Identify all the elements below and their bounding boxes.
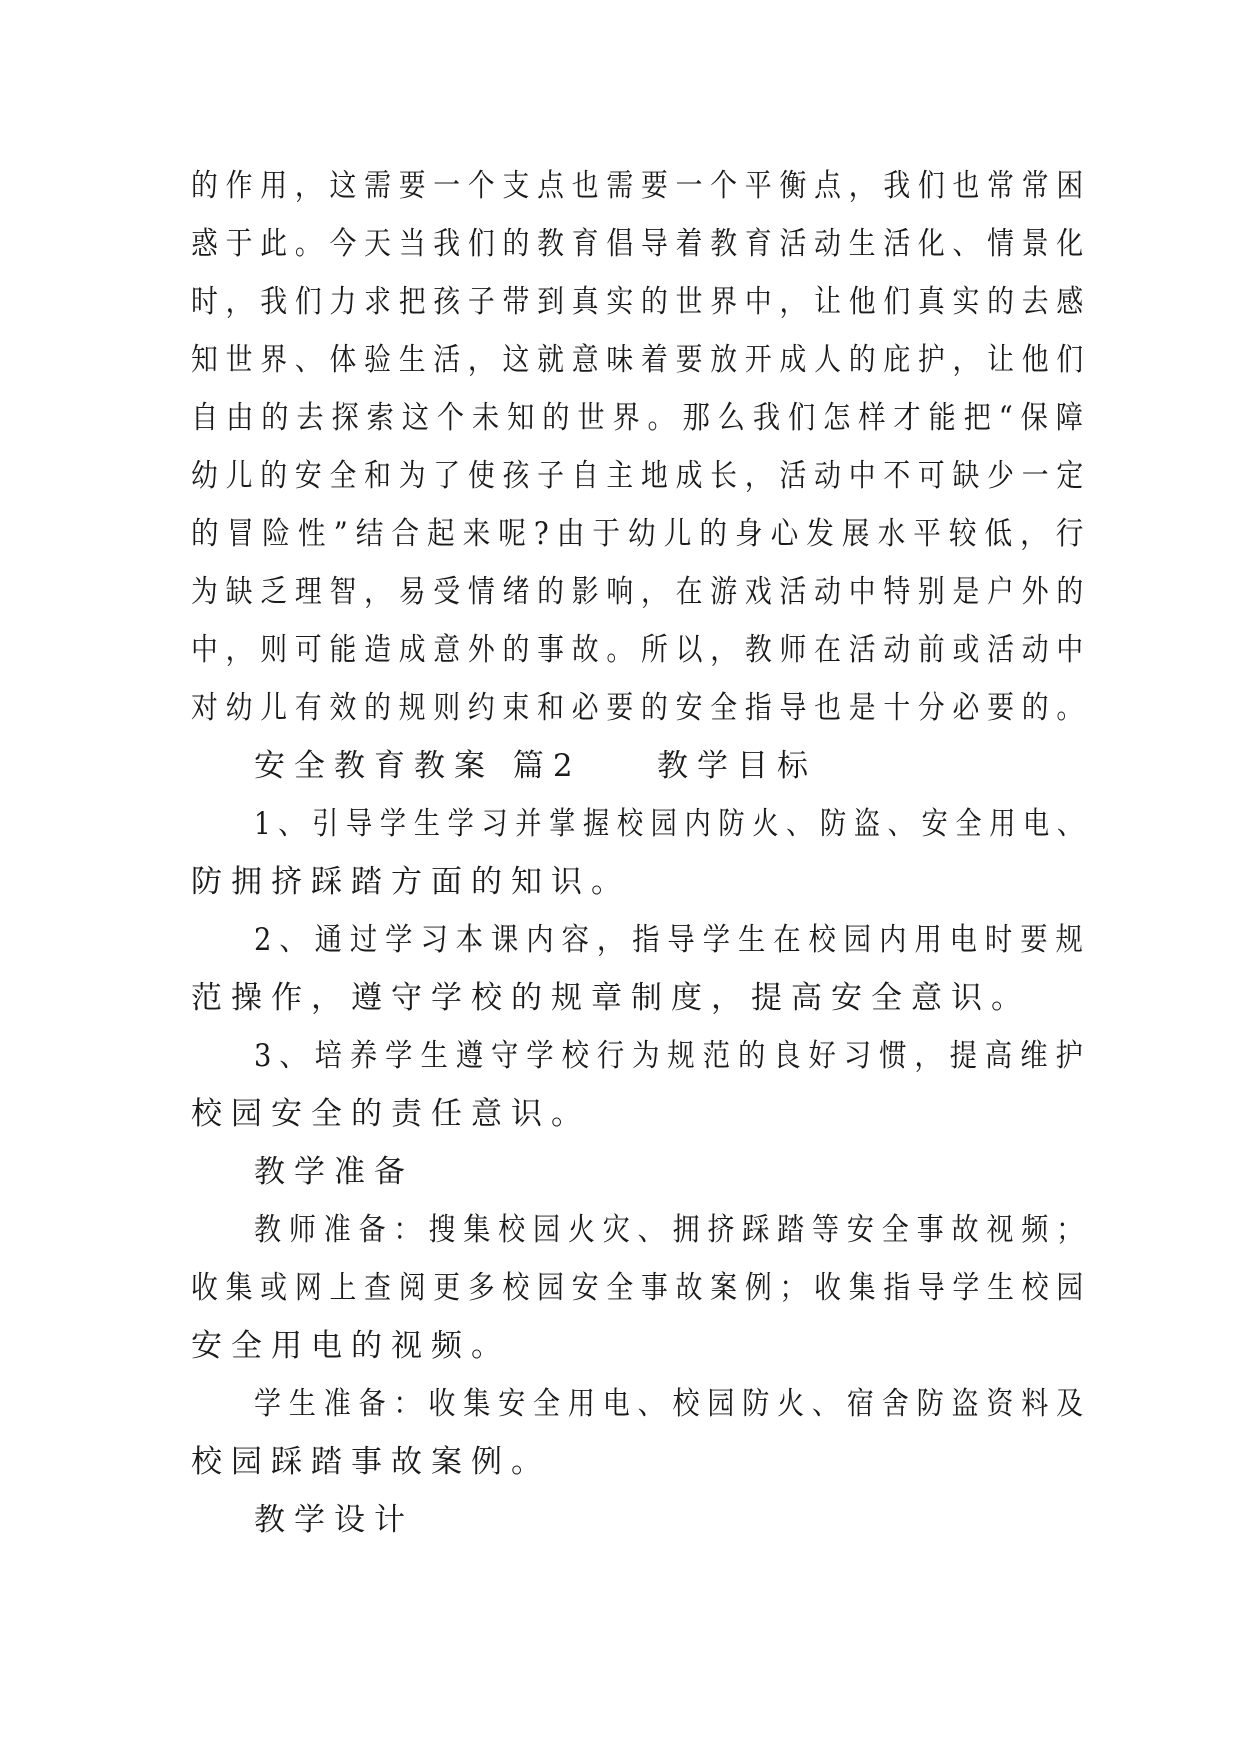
text-line: 幼儿的安全和为了使孩子自主地成长，活动中不可缺少一定 (191, 458, 1092, 494)
text-line: 中，则可能造成意外的事故。所以，教师在活动前或活动中 (191, 632, 1092, 668)
text-line: 为缺乏理智，易受情绪的影响，在游戏活动中特别是户外的 (191, 574, 1092, 610)
text-line: 自由的去探索这个未知的世界。那么我们怎样才能把“保障 (191, 400, 1091, 436)
text-line: 教师准备：搜集校园火灾、拥挤踩踏等安全事故视频； (254, 1212, 1092, 1248)
text-line: 2、通过学习本课内容，指导学生在校园内用电时要规 (254, 922, 1091, 958)
text-line: 的冒险性”结合起来呢?由于幼儿的身心发展水平较低，行 (191, 516, 1092, 552)
text-line: 1、引导学生学习并掌握校园内防火、防盗、安全用电、 (254, 806, 1091, 842)
section-heading: 教学设计 (254, 1502, 414, 1538)
text-line: 惑于此。今天当我们的教育倡导着教育活动生活化、情景化 (191, 226, 1092, 262)
text-line: 3、培养学生遵守学校行为规范的良好习惯，提高维护 (254, 1038, 1091, 1074)
text-line: 知世界、体验生活，这就意味着要放开成人的庇护，让他们 (191, 342, 1092, 378)
text-line: 对幼儿有效的规则约束和必要的安全指导也是十分必要的。 (191, 690, 1092, 726)
text-line: 的作用，这需要一个支点也需要一个平衡点，我们也常常困 (191, 168, 1092, 204)
text-line: 校园安全的责任意识。 (191, 1096, 591, 1132)
text-line: 时，我们力求把孩子带到真实的世界中，让他们真实的去感 (191, 284, 1092, 320)
text-line: 范操作，遵守学校的规章制度，提高安全意识。 (191, 980, 1031, 1016)
text-line: 收集或网上查阅更多校园安全事故案例；收集指导学生校园 (191, 1270, 1092, 1306)
text-line: 校园踩踏事故案例。 (191, 1444, 551, 1480)
section-heading: 教学准备 (254, 1154, 414, 1190)
text-line: 学生准备：收集安全用电、校园防火、宿舍防盗资料及 (254, 1386, 1092, 1422)
text-line: 防拥挤踩踏方面的知识。 (191, 864, 631, 900)
text-line: 安全用电的视频。 (191, 1328, 511, 1364)
section-heading: 安全教育教案 篇2 教学目标 (254, 748, 817, 784)
